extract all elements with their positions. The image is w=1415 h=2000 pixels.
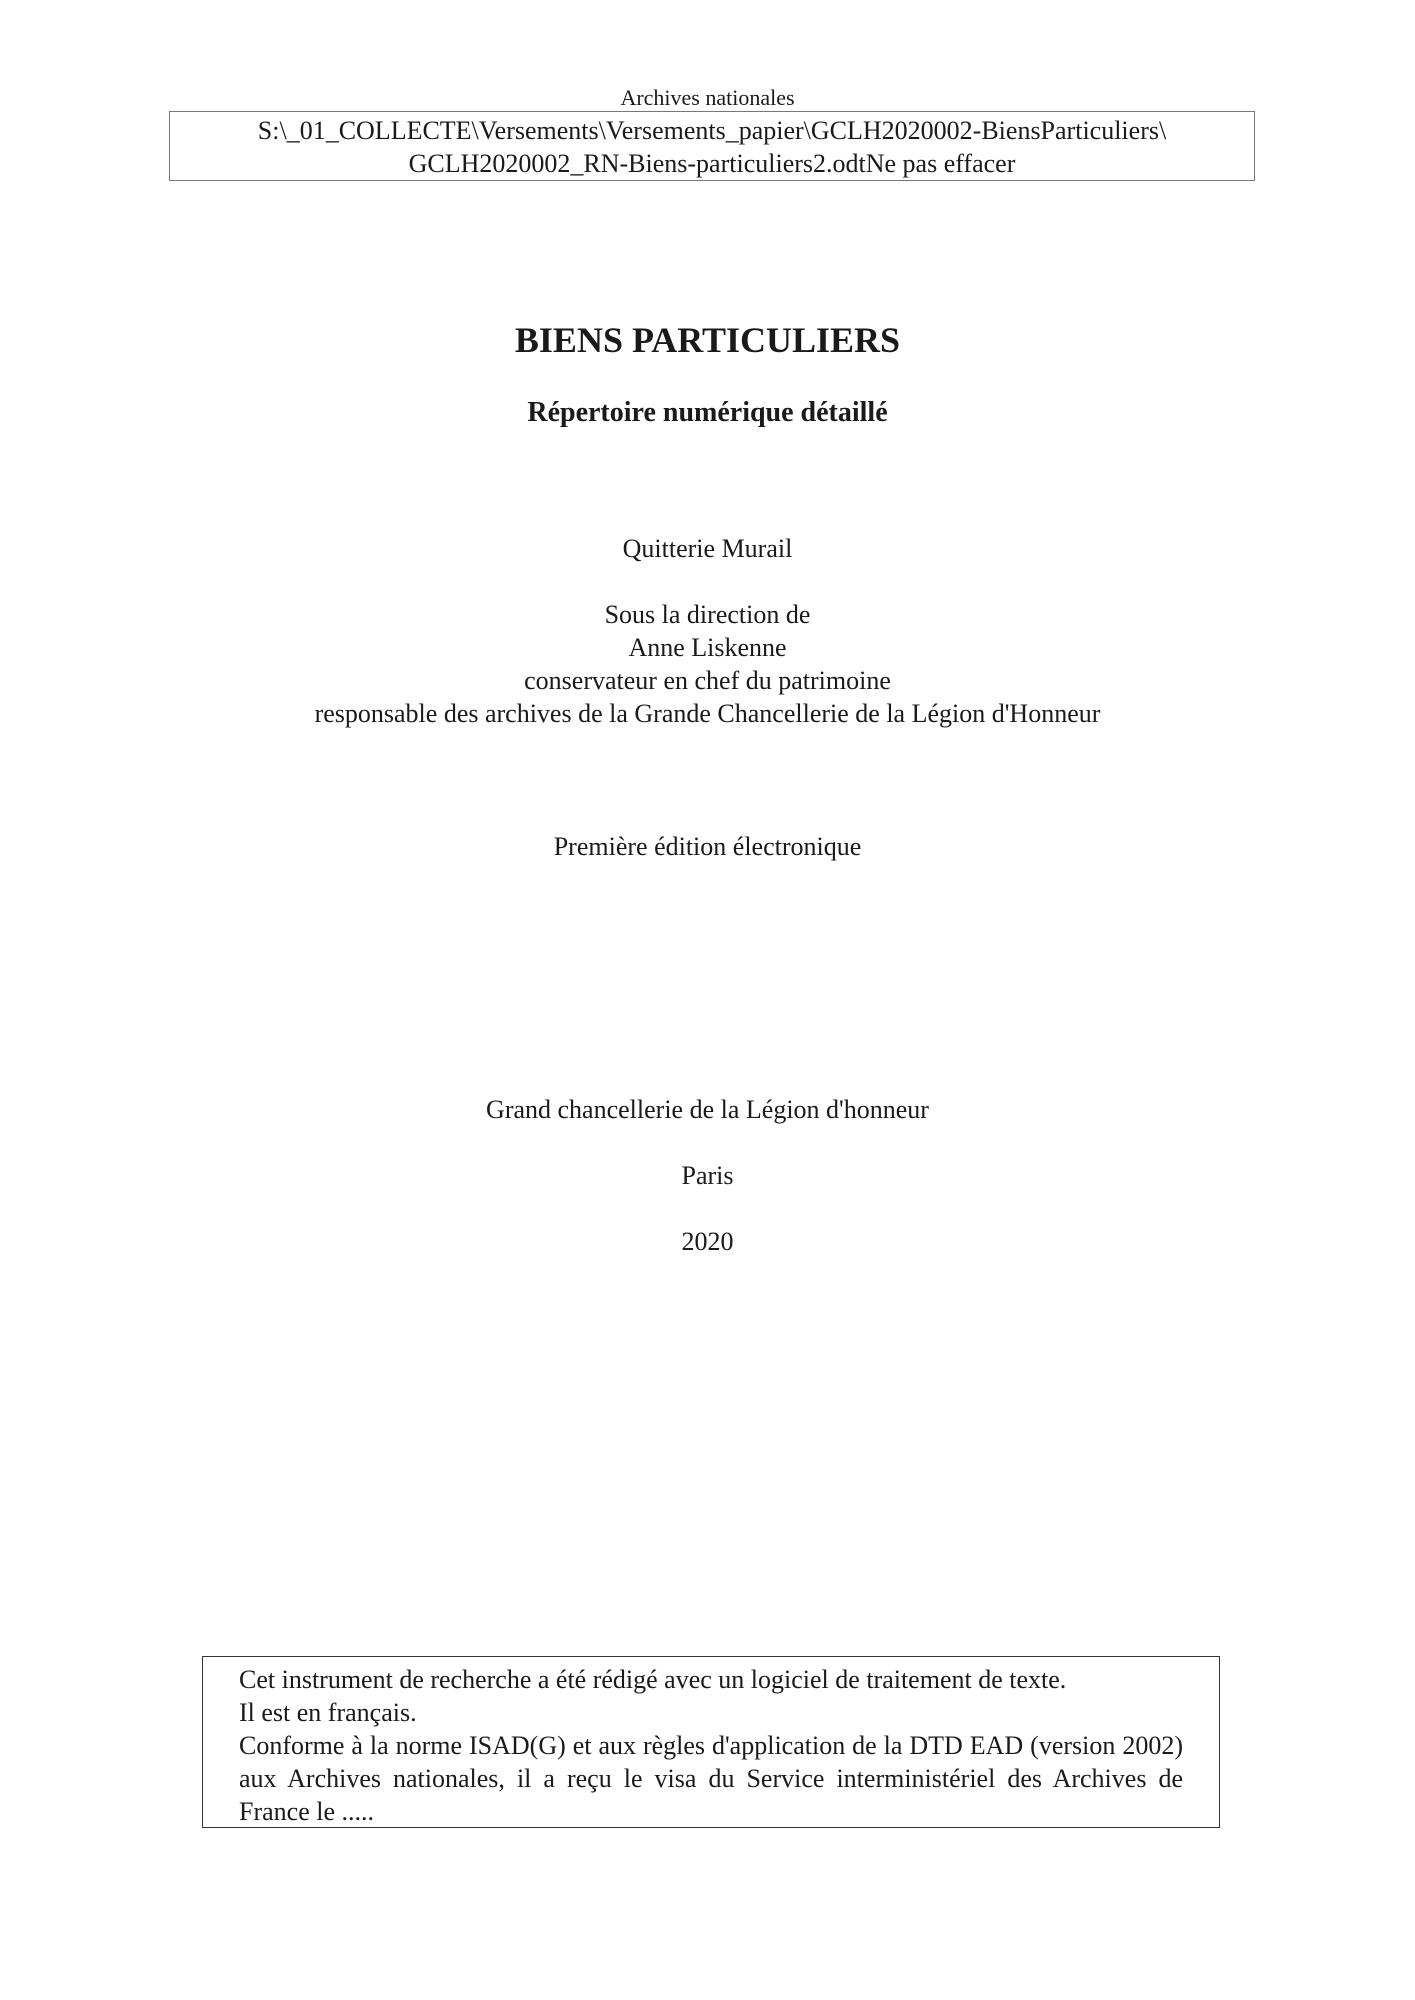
note-line-language: Il est en français. <box>239 1698 417 1727</box>
director-name: Anne Liskenne <box>628 633 787 662</box>
institution-header: Archives nationales <box>620 85 795 110</box>
publication-year: 2020 <box>681 1227 734 1256</box>
publisher: Grand chancellerie de la Légion d'honneur <box>486 1095 929 1124</box>
edition-statement: Première édition électronique <box>553 832 862 861</box>
director-position: responsable des archives de la Grande Chancellerie de la Légion d'Honneur <box>314 699 1101 728</box>
publication-place: Paris <box>681 1161 734 1190</box>
file-path-line-2: GCLH2020002_RN-Biens-particuliers2.odtNe pas effacer <box>408 149 1016 178</box>
document-title: BIENS PARTICULIERS <box>514 320 901 360</box>
direction-intro: Sous la direction de <box>604 600 811 629</box>
author-name: Quitterie Murail <box>622 534 793 563</box>
document-subtitle: Répertoire numérique détaillé <box>527 397 888 428</box>
direction-block <box>0 598 1415 730</box>
director-role: conservateur en chef du patrimoine <box>524 666 891 695</box>
compliance-note-box <box>202 1656 1220 1828</box>
note-compliance-paragraph: Conforme à la norme ISAD(G) et aux règles d'application de la DTD EAD (version 2002) aux Archives nationales, il a reçu le visa du Service interministériel des Archives de France le ..... <box>239 1731 1183 1826</box>
file-path-line-1: S:\_01_COLLECTE\Versements\Versements_papier\GCLH2020002-BiensParticuliers\ <box>257 116 1167 145</box>
file-path-box <box>169 111 1255 181</box>
note-line-software: Cet instrument de recherche a été rédigé avec un logiciel de traitement de texte. <box>239 1665 1067 1694</box>
